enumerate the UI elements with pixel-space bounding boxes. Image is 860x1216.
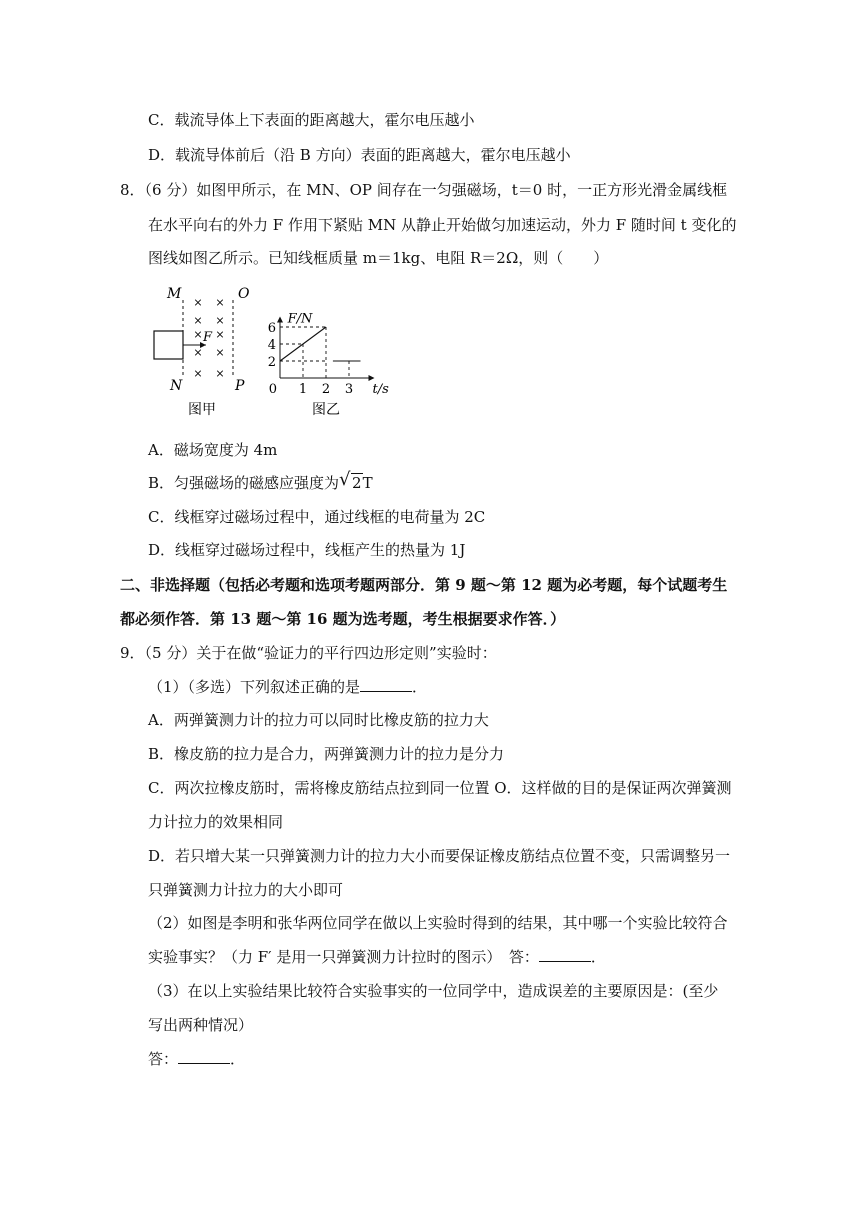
q8-option-b [148, 469, 373, 493]
label-f: F [203, 330, 213, 345]
x-axis-arrow [369, 375, 375, 381]
q9-option-d-line1: D．若只增大某一只弹簧测力计的拉力大小而要保证橡皮筋结点位置不变，只需调整另一 [148, 847, 731, 865]
y-axis-arrow [277, 317, 283, 323]
answer-blank[interactable] [360, 677, 412, 692]
q9-option-b: B．橡皮筋的拉力是合力，两弹簧测力计的拉力是分力 [148, 745, 505, 763]
q9-part3-line2: 写出两种情况） [148, 1016, 254, 1034]
x-tick-label: 1 [298, 382, 308, 397]
field-cross: × [193, 328, 203, 341]
q8-stem-line2: 在水平向右的外力 F 作用下紧贴 MN 从静止开始做匀加速运动，外力 F 随时间 t 变化的 [148, 216, 737, 234]
field-cross: × [193, 314, 203, 327]
field-cross: × [193, 296, 203, 309]
y-axis-label: F/N [287, 311, 313, 327]
q9-option-c-line1: C．两次拉橡皮筋时，需将橡皮筋结点拉到同一位置 O．这样做的目的是保证两次弹簧测 [148, 779, 732, 797]
q8-stem-line3: 图线如图乙所示。已知线框质量 m＝1kg、电阻 R＝2Ω，则（ ） [148, 249, 609, 267]
field-cross: × [215, 296, 225, 309]
q9-answer: 答： ． [148, 1050, 246, 1068]
label-p: P [235, 378, 245, 394]
q7-option-c: C．载流导体上下表面的距离越大，霍尔电压越小 [148, 111, 475, 129]
label-o: O [238, 286, 250, 302]
q9-option-a: A．两弹簧测力计的拉力可以同时比橡皮筋的拉力大 [148, 711, 489, 729]
q9-part2-line1: （2）如图是李明和张华两位同学在做以上实验时得到的结果，其中哪一个实验比较符合 [148, 914, 728, 932]
q9-stem: 9．（5 分）关于在做“验证力的平行四边形定则”实验时： [120, 644, 497, 662]
figure-a-magnetic-field [150, 282, 260, 422]
label-n: N [170, 378, 183, 394]
x-tick-label: 2 [321, 382, 331, 397]
square-wire-frame [154, 331, 183, 359]
q8-stem-line1: 8．（6 分）如图甲所示，在 MN、OP 间存在一匀强磁场，t＝0 时，一正方形光滑金属线框 [120, 181, 728, 199]
q8-option-a: A．磁场宽度为 4m [148, 441, 278, 459]
y-tick-label: 6 [267, 321, 276, 336]
q8-option-b-text: B．匀强磁场的磁感应强度为 [148, 474, 340, 492]
field-cross: × [215, 328, 225, 341]
section-2-heading-line2: 都必须作答．第 13 题～第 16 题为选考题，考生根据要求作答．） [120, 610, 566, 628]
q9-option-d-line2: 只弹簧测力计拉力的大小即可 [148, 881, 344, 899]
field-cross: × [193, 367, 203, 380]
y-tick-label: 2 [267, 355, 276, 370]
figure-b-caption: 图乙 [312, 402, 340, 418]
q8-option-d: D．线框穿过磁场过程中，线框产生的热量为 1J [148, 541, 466, 559]
field-cross: × [193, 346, 203, 359]
figure-a-caption: 图甲 [188, 402, 216, 418]
y-tick-label: 4 [267, 338, 276, 353]
q9-part2-line2: 实验事实？（力 F′ 是用一只弹簧测力计拉时的图示） 答： ． [148, 948, 606, 966]
figure-b-f-t-graph [267, 280, 422, 425]
field-cross: × [215, 314, 225, 327]
x-axis-label: t/s [372, 382, 389, 397]
q7-option-d: D．载流导体前后（沿 B 方向）表面的距离越大，霍尔电压越小 [148, 146, 571, 164]
label-m: M [167, 286, 182, 302]
field-cross: × [215, 346, 225, 359]
sqrt-symbol: √ 2 [339, 469, 362, 492]
q9-part3-line1: （3）在以上实验结果比较符合实验事实的一位同学中，造成误差的主要原因是：(至少 [148, 982, 719, 1000]
x-tick-label: 3 [344, 382, 354, 397]
q8-option-b-unit: T [362, 474, 373, 492]
q8-option-c: C．线框穿过磁场过程中，通过线框的电荷量为 2C [148, 508, 486, 526]
answer-blank[interactable] [539, 947, 591, 962]
origin-label: 0 [268, 382, 277, 397]
section-2-heading-line1: 二、非选择题（包括必考题和选项考题两部分．第 9 题～第 12 题为必考题，每个试题考生 [120, 576, 728, 594]
q9-part1: （1）（多选）下列叙述正确的是 ． [148, 678, 428, 696]
field-cross: × [215, 367, 225, 380]
q9-option-c-line2: 力计拉力的效果相同 [148, 813, 284, 831]
answer-blank[interactable] [178, 1049, 230, 1064]
